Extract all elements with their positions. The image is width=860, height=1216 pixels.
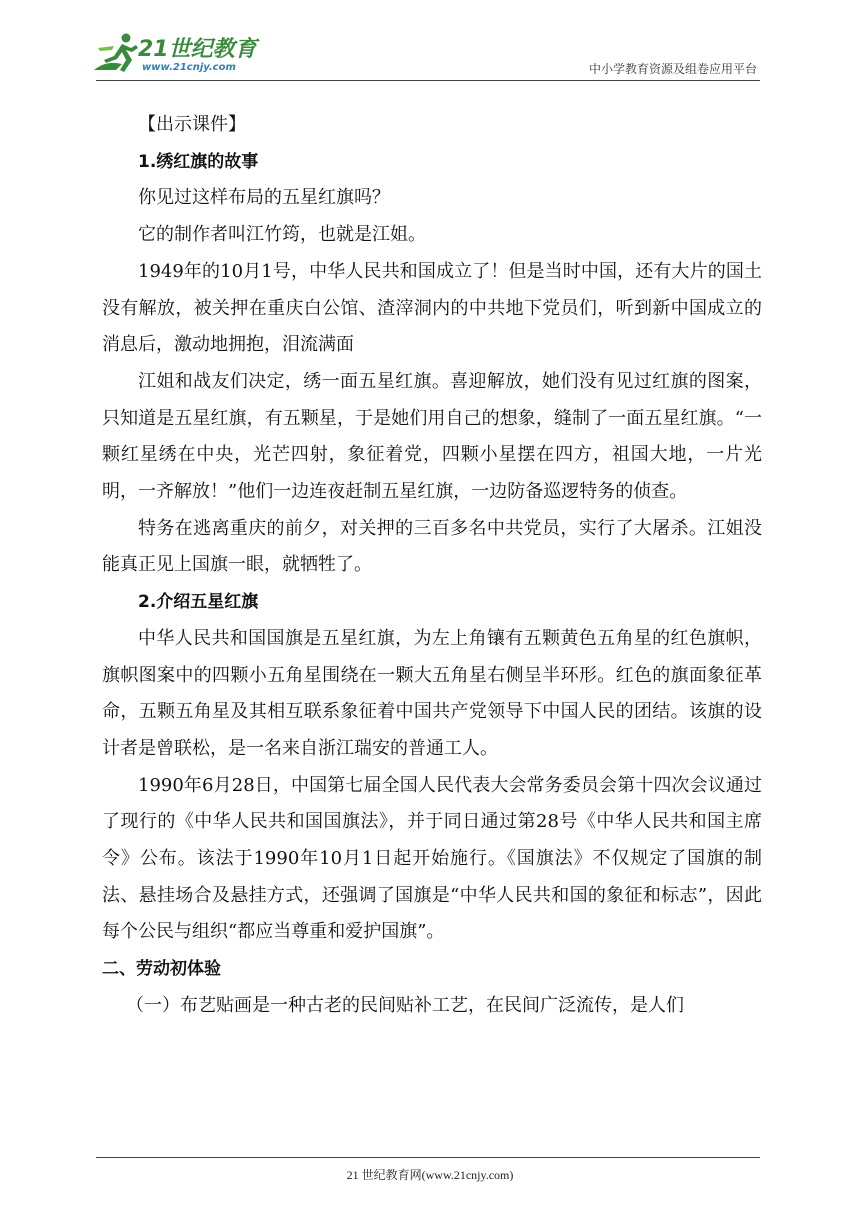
logo-url: www.21cnjy.com (142, 62, 236, 73)
logo-text: 21世纪教育 (138, 37, 257, 62)
footer-divider (96, 1157, 760, 1158)
paragraph: 你见过这样布局的五星红旗吗？ (138, 187, 390, 209)
paragraph: 它的制作者叫江竹筠，也就是江姐。 (138, 224, 426, 246)
paragraph: 中华人民共和国国旗是五星红旗，为左上角镶有五颗黄色五角星的红色旗帜，旗帜图案中的四颗小五角星围绕在一颗大五角星右侧呈半环形。红色的旗面象征革命，五颗五角星及其相互联系象征着中国共产党领导下中国人民的团结。该旗的设计者是曾联松，是一名来自浙江瑞安的普通工人。 (102, 627, 762, 759)
paragraph: 1990年6月28日，中国第七届全国人民代表大会常务委员会第十四次会议通过了现行的《中华人民共和国国旗法》，并于同日通过第28号《中华人民共和国主席令》公布。该法于1990年10月1日起开始施行。《国旗法》不仅规定了国旗的制法、悬挂场合及悬挂方式，还强调了国旗是“中华人民共和国的象征和标志”，因此每个公民与组织“都应当尊重和爱护国旗”。 (102, 774, 762, 943)
document-body (102, 107, 762, 1025)
footer-source[interactable]: 21 世纪教育网(www.21cnjy.com) (346, 1168, 514, 1182)
subheading-flag-intro: 2.介绍五星红旗 (138, 592, 259, 613)
header-divider (96, 80, 760, 81)
site-logo[interactable] (92, 30, 262, 80)
platform-tagline: 中小学教育资源及组卷应用平台 (588, 62, 757, 76)
section-note: 【出示课件】 (138, 114, 246, 135)
paragraph: （一）布艺贴画是一种古老的民间贴补工艺，在民间广泛流传，是人们 (126, 994, 684, 1016)
section-heading-labor: 二、劳动初体验 (102, 959, 221, 980)
subheading-embroidered-flag: 1.绣红旗的故事 (138, 151, 259, 172)
page-header (0, 0, 860, 90)
paragraph: 特务在逃离重庆的前夕，对关押的三百多名中共党员，实行了大屠杀。江姐没能真正见上国旗一眼，就牺牲了。 (102, 517, 762, 576)
paragraph: 江姐和战友们决定，绣一面五星红旗。喜迎解放，她们没有见过红旗的图案，只知道是五星红旗，有五颗星，于是她们用自己的想象，缝制了一面五星红旗。“一颗红星绣在中央，光芒四射，象征着党，四颗小星摆在四方，祖国大地，一片光明，一齐解放！”他们一边连夜赶制五星红旗，一边防备巡逻特务的侦查。 (102, 370, 762, 503)
runner-logo-icon (92, 30, 144, 76)
paragraph: 1949年的10月1号，中华人民共和国成立了！但是当时中国，还有大片的国土没有解放，被关押在重庆白公馆、渣滓洞内的中共地下党员们，听到新中国成立的消息后，激动地拥抱，泪流满面 (102, 260, 762, 356)
